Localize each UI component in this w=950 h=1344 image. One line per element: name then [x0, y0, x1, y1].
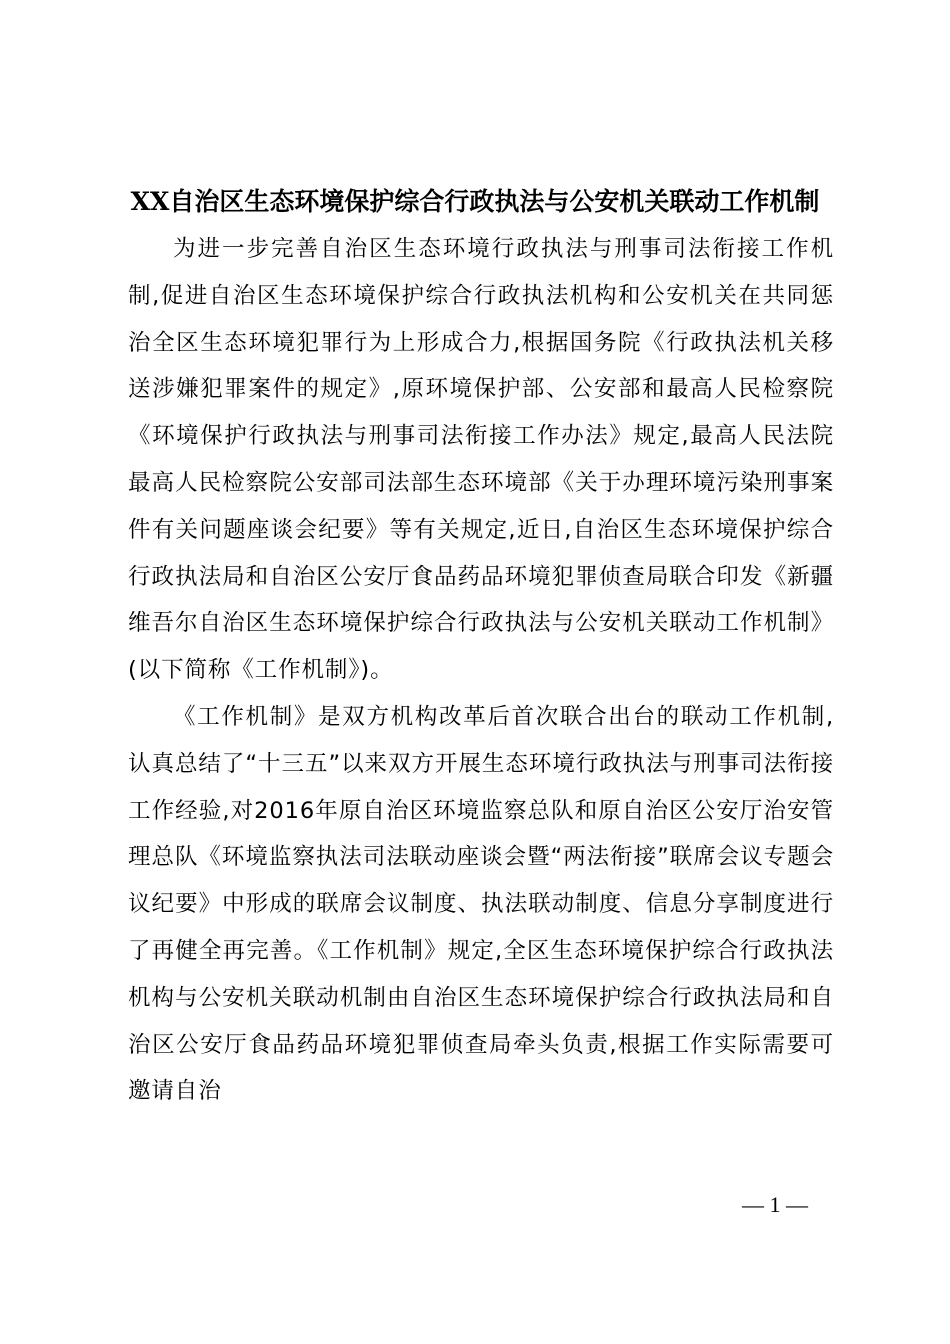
paragraph-1: 为进一步完善自治区生态环境行政执法与刑事司法衔接工作机制,促进自治区生态环境保护综合行政执法机构和公安机关在共同惩治全区生态环境犯罪行为上形成合力,根据国务院《行政执法机关移送涉嫌犯罪案件的规定》,原环境保护部、公安部和最高人民检察院《环境保护行政执法与刑事司法衔接工作办法》规定,最高人民法院最高人民检察院公安部司法部生态环境部《关于办理环境污染刑事案件有关问题座谈会纪要》等有关规定,近日,自治区生态环境保护综合行政执法局和自治区公安厅食品药品环境犯罪侦查局联合印发《新疆维吾尔自治区生态环境保护综合行政执法与公安机关联动工作机制》(以下简称《工作机制》)。 — [128, 236, 834, 684]
document-body — [128, 226, 834, 1115]
document-title: XX自治区生态环境保护综合行政执法与公安机关联动工作机制 — [130, 187, 820, 216]
page-number: — 1 — — [742, 1192, 808, 1217]
paragraph-2: 《工作机制》是双方机构改革后首次联合出台的联动工作机制,认真总结了“十三五”以来双方开展生态环境行政执法与刑事司法衔接工作经验,对2016年原自治区环境监察总队和原自治区公安厅治安管理总队《环境监察执法司法联动座谈会暨“两法衔接”联席会议专题会议纪要》中形成的联席会议制度、执法联动制度、信息分享制度进行了再健全再完善。《工作机制》规定,全区生态环境保护综合行政执法机构与公安机关联动机制由自治区生态环境保护综合行政执法局和自治区公安厅食品药品环境犯罪侦查局牵头负责,根据工作实际需要可邀请自治 — [128, 703, 834, 1105]
